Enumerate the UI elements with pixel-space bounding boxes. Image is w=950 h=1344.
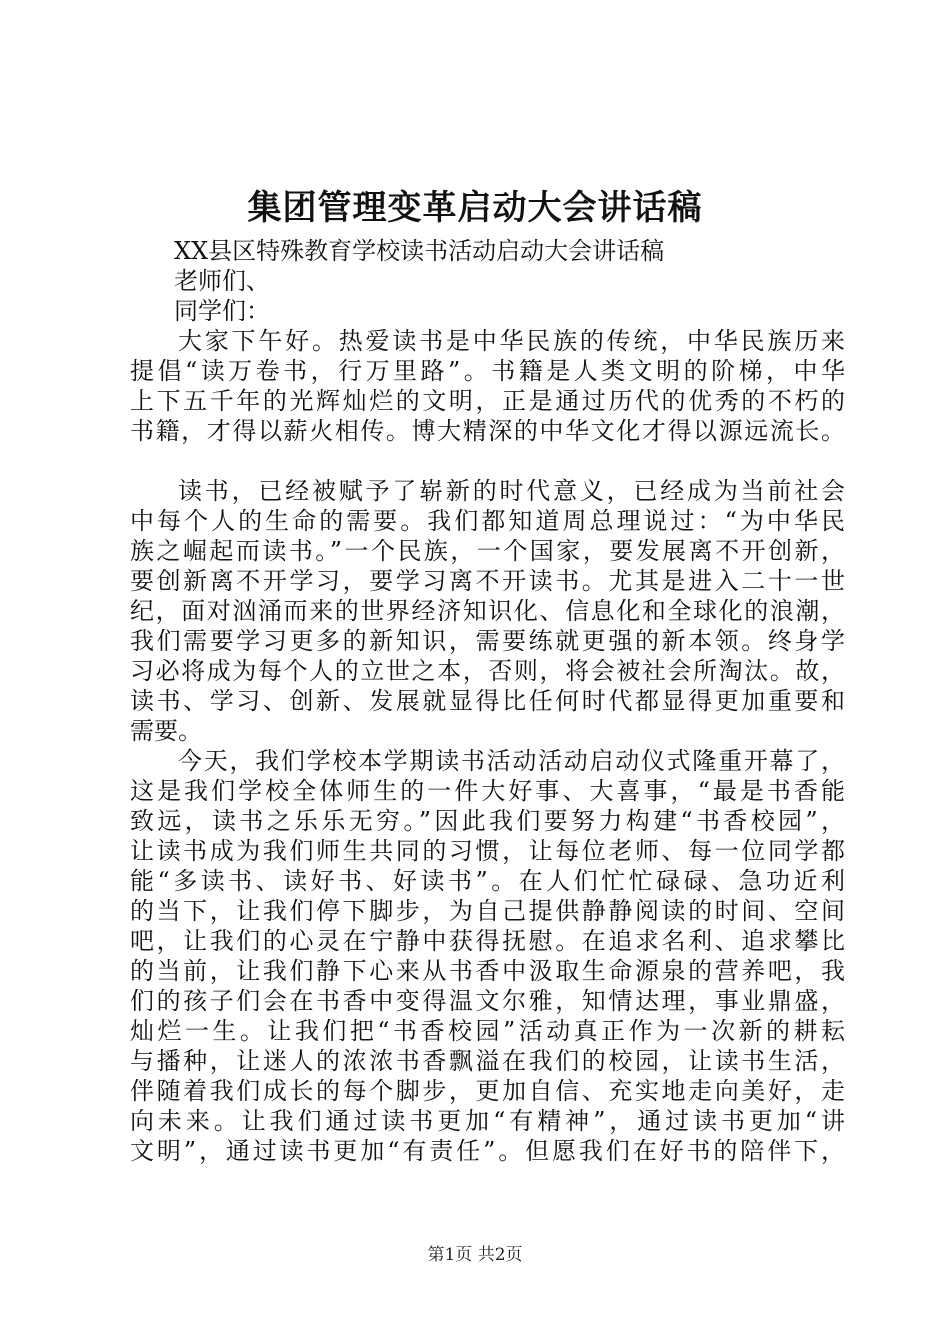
text-line: 读书、学习、创新、发展就显得比任何时代都显得更加重要和 — [130, 687, 845, 715]
paragraph-gap — [130, 446, 845, 476]
text-line: 提倡“读万卷书，行万里路”。书籍是人类文明的阶梯，中华 — [130, 357, 845, 385]
text-line: 灿烂一生。让我们把“书香校园”活动真正作为一次新的耕耘 — [130, 1017, 845, 1045]
subtitle-line: XX县区特殊教育学校读书活动启动大会讲话稿 — [174, 237, 665, 265]
text-line: 们的孩子们会在书香中变得温文尔雅，知情达理，事业鼎盛， — [130, 987, 845, 1015]
text-line: 要创新离不开学习，要学习离不开读书。尤其是进入二十一世 — [130, 567, 845, 595]
text-line: 我们需要学习更多的新知识，需要练就更强的新本领。终身学 — [130, 627, 845, 655]
text-line: 习必将成为每个人的立世之本，否则，将会被社会所淘汰。故， — [130, 657, 845, 685]
document-body — [130, 236, 845, 1166]
text-line: 今天，我们学校本学期读书活动活动启动仪式隆重开幕了， — [178, 747, 845, 775]
document-title: 集团管理变革启动大会讲话稿 — [247, 188, 703, 228]
text-line: 能“多读书、读好书、好读书”。在人们忙忙碌碌、急功近利 — [130, 867, 845, 895]
salutation-line: 同学们： — [174, 297, 270, 325]
salutation-line: 老师们、 — [174, 267, 270, 295]
text-line: 与播种，让迷人的浓浓书香飘溢在我们的校园，让读书生活， — [130, 1047, 845, 1075]
text-line: 大家下午好。热爱读书是中华民族的传统，中华民族历来 — [178, 327, 845, 355]
text-line: 吧，让我们的心灵在宁静中获得抚慰。在追求名利、追求攀比 — [130, 927, 845, 955]
text-line: 纪，面对汹涌而来的世界经济知识化、信息化和全球化的浪潮， — [130, 597, 845, 625]
paragraph-2 — [130, 476, 845, 746]
text-line: 文明”，通过读书更加“有责任”。但愿我们在好书的陪伴下， — [130, 1137, 845, 1165]
page-footer: 第1页 共2页 — [427, 1245, 523, 1265]
text-line: 需要。 — [130, 717, 202, 745]
text-line: 致远，读书之乐乐无穷。”因此我们要努力构建“书香校园”， — [130, 807, 845, 835]
text-line: 向未来。让我们通过读书更加“有精神”，通过读书更加“讲 — [130, 1107, 845, 1135]
text-line: 伴随着我们成长的每个脚步，更加自信、充实地走向美好，走 — [130, 1077, 845, 1105]
paragraph-3 — [130, 746, 845, 1166]
text-line: 的当前，让我们静下心来从书香中汲取生命源泉的营养吧，我 — [130, 957, 845, 985]
text-line: 中每个人的生命的需要。我们都知道周总理说过：“为中华民 — [130, 507, 845, 535]
text-line: 书籍，才得以薪火相传。博大精深的中华文化才得以源远流长。 — [130, 417, 845, 445]
text-line: 上下五千年的光辉灿烂的文明，正是通过历代的优秀的不朽的 — [130, 387, 845, 415]
text-line: 的当下，让我们停下脚步，为自己提供静静阅读的时间、空间 — [130, 897, 845, 925]
text-line: 族之崛起而读书。”一个民族，一个国家，要发展离不开创新， — [130, 537, 845, 565]
paragraph-1 — [130, 326, 845, 446]
text-line: 读书，已经被赋予了崭新的时代意义，已经成为当前社会 — [178, 477, 845, 505]
text-line: 这是我们学校全体师生的一件大好事、大喜事，“最是书香能 — [130, 777, 845, 805]
text-line: 让读书成为我们师生共同的习惯，让每位老师、每一位同学都 — [130, 837, 845, 865]
